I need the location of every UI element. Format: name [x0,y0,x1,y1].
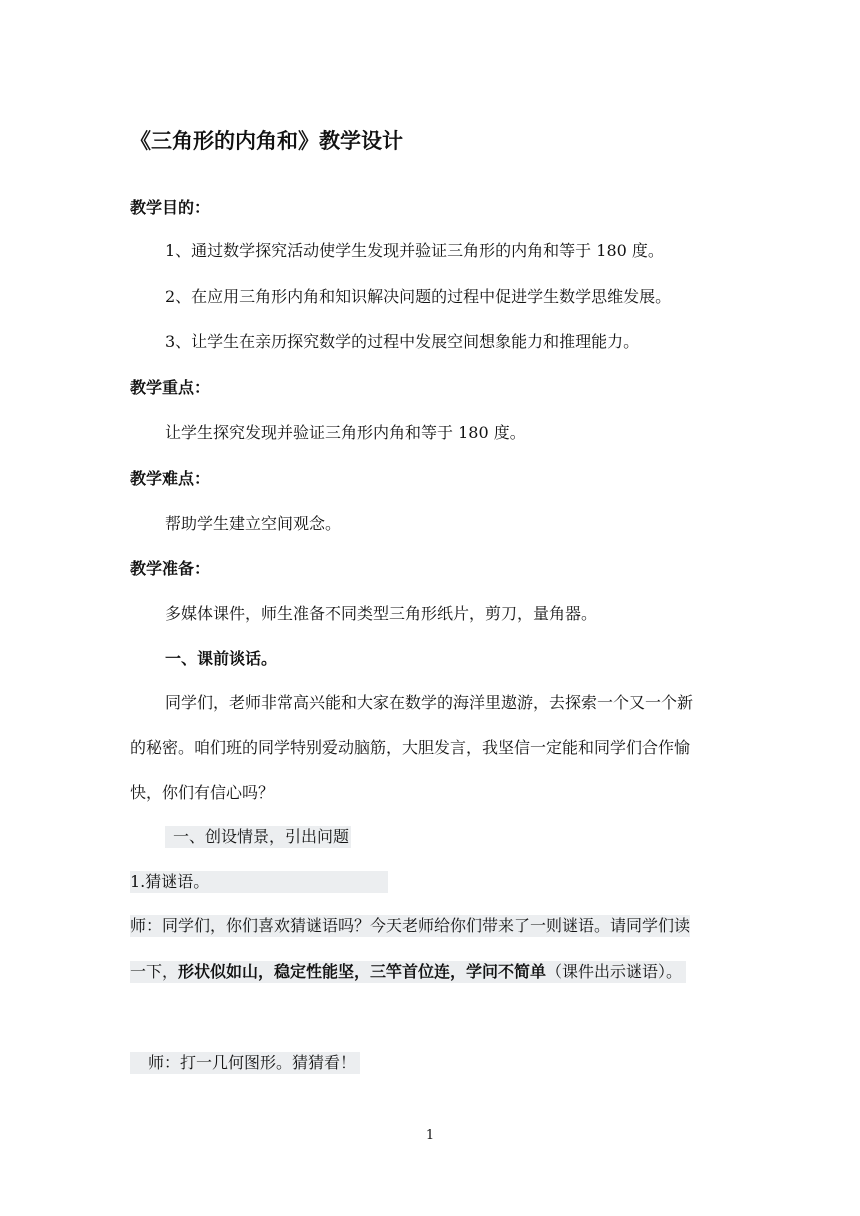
difficulty-text: 帮助学生建立空间观念。 [165,514,342,533]
talk-line: 快，你们有信心吗？ [130,783,275,802]
teacher-line-prefix: 一下， [130,962,179,981]
talk-line: 的秘密。咱们班的同学特别爱动脑筋，大胆发言，我坚信一定能和同学们合作愉 [130,738,691,757]
preparation-heading: 教学准备： [130,559,211,578]
key-points-heading: 教学重点： [130,378,211,397]
page-number: 1 [425,1128,435,1143]
teacher-line-riddle [130,961,686,983]
part2-heading: 一、创设情景，引出问题 [165,826,351,848]
talk-line: 同学们，老师非常高兴能和大家在数学的海洋里遨游，去探索一个又一个新 [165,693,694,712]
objective-item: 3、让学生在亲历探究数学的过程中发展空间想象能力和推理能力。 [165,332,640,351]
objectives-heading: 教学目的： [130,198,211,217]
difficulty-heading: 教学难点： [130,469,211,488]
objective-item: 1、通过数学探究活动使学生发现并验证三角形的内角和等于 180 度。 [165,241,664,260]
riddle-text: 形状似如山，稳定性能坚，三竿首位连，学问不简单 [178,962,547,981]
riddle-note: （课件出示谜语）。 [546,962,683,981]
teacher-line: 师：同学们，你们喜欢猜谜语吗？今天老师给你们带来了一则谜语。请同学们读 [130,916,691,935]
teacher-prompt: 师：打一几何图形。猜猜看！ [130,1052,360,1074]
objective-item: 2、在应用三角形内角和知识解决问题的过程中促进学生数学思维发展。 [165,287,672,306]
part1-heading: 一、课前谈话。 [165,649,278,668]
preparation-text: 多媒体课件，师生准备不同类型三角形纸片，剪刀，量角器。 [165,604,598,623]
doc-title: 《三角形的内角和》教学设计 [130,128,403,153]
riddle-subheading: 1.猜谜语。 [130,871,388,893]
key-points-text: 让学生探究发现并验证三角形内角和等于 180 度。 [165,423,526,442]
